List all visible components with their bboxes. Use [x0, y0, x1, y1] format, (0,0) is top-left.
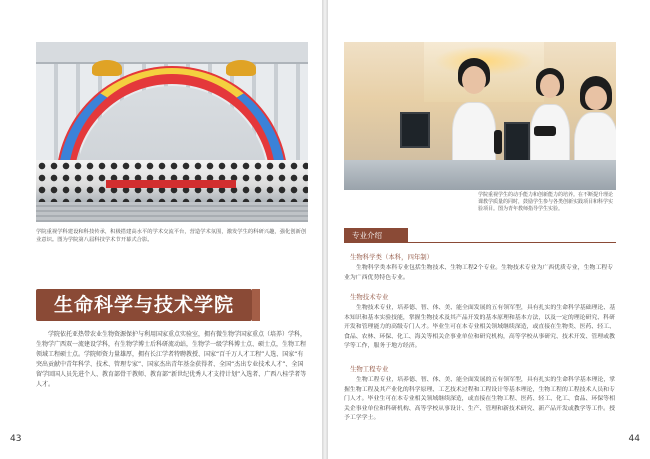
- section-title-tab: 专业介绍: [344, 228, 408, 243]
- microscope: [494, 130, 502, 154]
- front-steps: [36, 202, 308, 222]
- laboratory-students-photo: [344, 42, 616, 190]
- major-heading-bioeng: 生物工程专业: [350, 365, 389, 373]
- dragon-ornament-left: [92, 60, 122, 76]
- page-number-left: 43: [10, 434, 22, 444]
- category-heading: 生物科学类（本科，四年制）: [350, 253, 434, 261]
- left-page: [0, 0, 322, 459]
- student-face: [540, 74, 560, 98]
- student-face: [585, 86, 607, 110]
- ceremony-arch-photo: [36, 42, 308, 222]
- right-page: [328, 0, 650, 459]
- building-roofline: [36, 42, 308, 64]
- lab-monitor: [504, 122, 530, 162]
- category-text: 生物科学类本科专业包括生物技术、生物工程2个专业。生物技术专业为广西优质专业，生物工程专业为广西优势特色专业。: [344, 265, 614, 281]
- major-text-biotech: 生物技术专业，培养德、智、体、美、能全面发展的五有领军型，具有扎实的生命科学基础理论、基本知识和基本实验技能，掌握生物技术及其产品开发的基本原理和基本方法，以及一定的理论研究、科研开发和管理能力的高级专门人才。毕业生可在本专业相关领域继续深造，或直接在生物类、医药、轻工、食品、农林、环保、化工、海关等相关企事业单位和研究机构，高等学校从事研究、技术开发、管理或教学等工作，服务于地方经济。: [344, 305, 616, 350]
- major-heading-biotech: 生物技术专业: [350, 293, 389, 301]
- red-banner: [106, 180, 236, 188]
- college-title: 生命科学与技术学院: [53, 294, 234, 316]
- photo-caption-right: 学院重视学生的动手能力和创新能力的培养。在不断提升理论课教学质量的同时，鼓励学生参与各类创新实践项目和科学实验项目。图为青年教师指导学生实验。: [478, 192, 614, 213]
- college-title-band: [36, 289, 252, 321]
- student-face: [462, 66, 486, 94]
- lab-bench: [344, 160, 616, 190]
- lab-monitor: [400, 112, 430, 148]
- major-text-bioeng: 生物工程专业，培养德、智、体、美、能全面发展的五有领军型，具有扎实的生命科学基本理论，掌握生物工程及其产业化的科学原理、工艺技术过程和工程设计等基本理论，生物工程的工程技术人员和专门人才。毕业生可在本专业相关领域继续深造，或直接在生物工程、医药、轻工、化工、食品、环保等相关企事业单位和科研机构、高等学校从事设计、生产、管理和新技术研究、新产品开发或教学等工作。授予工学学士。: [344, 377, 616, 422]
- microscope: [534, 126, 556, 136]
- college-description: 学院依托亚热带农业生物资源保护与利用国家重点实验室，拥有微生物学国家重点（培养）学科，生物学广西双一流建设学科，有生物学博士后科研流动站，生物学一级学科博士点、硕士点，生物工程领域工程硕士点。学院师资力量雄厚，拥有长江学者特聘教授、国家“百千万人才工程”人选、国家“有突出贡献中青年科学、技术、管理专家”、国家杰出青年基金获得者、全国“杰出专业技术人才”、全国留学回国人员先进个人、教育部骨干教师、教育部“新世纪优秀人才支持计划”入选者、广西八桂学者等人才。: [36, 331, 307, 388]
- photo-caption-left: 学院重视学科建设和科技传承，积极搭建高水平的学术交流平台，营造学术氛围，激发学生的科研兴趣，强化创新创业意识。图为学院第八届科技学术节开幕式合影。: [36, 229, 307, 243]
- page-number-right: 44: [628, 434, 640, 444]
- dragon-ornament-right: [226, 60, 256, 76]
- section-divider: [408, 242, 616, 243]
